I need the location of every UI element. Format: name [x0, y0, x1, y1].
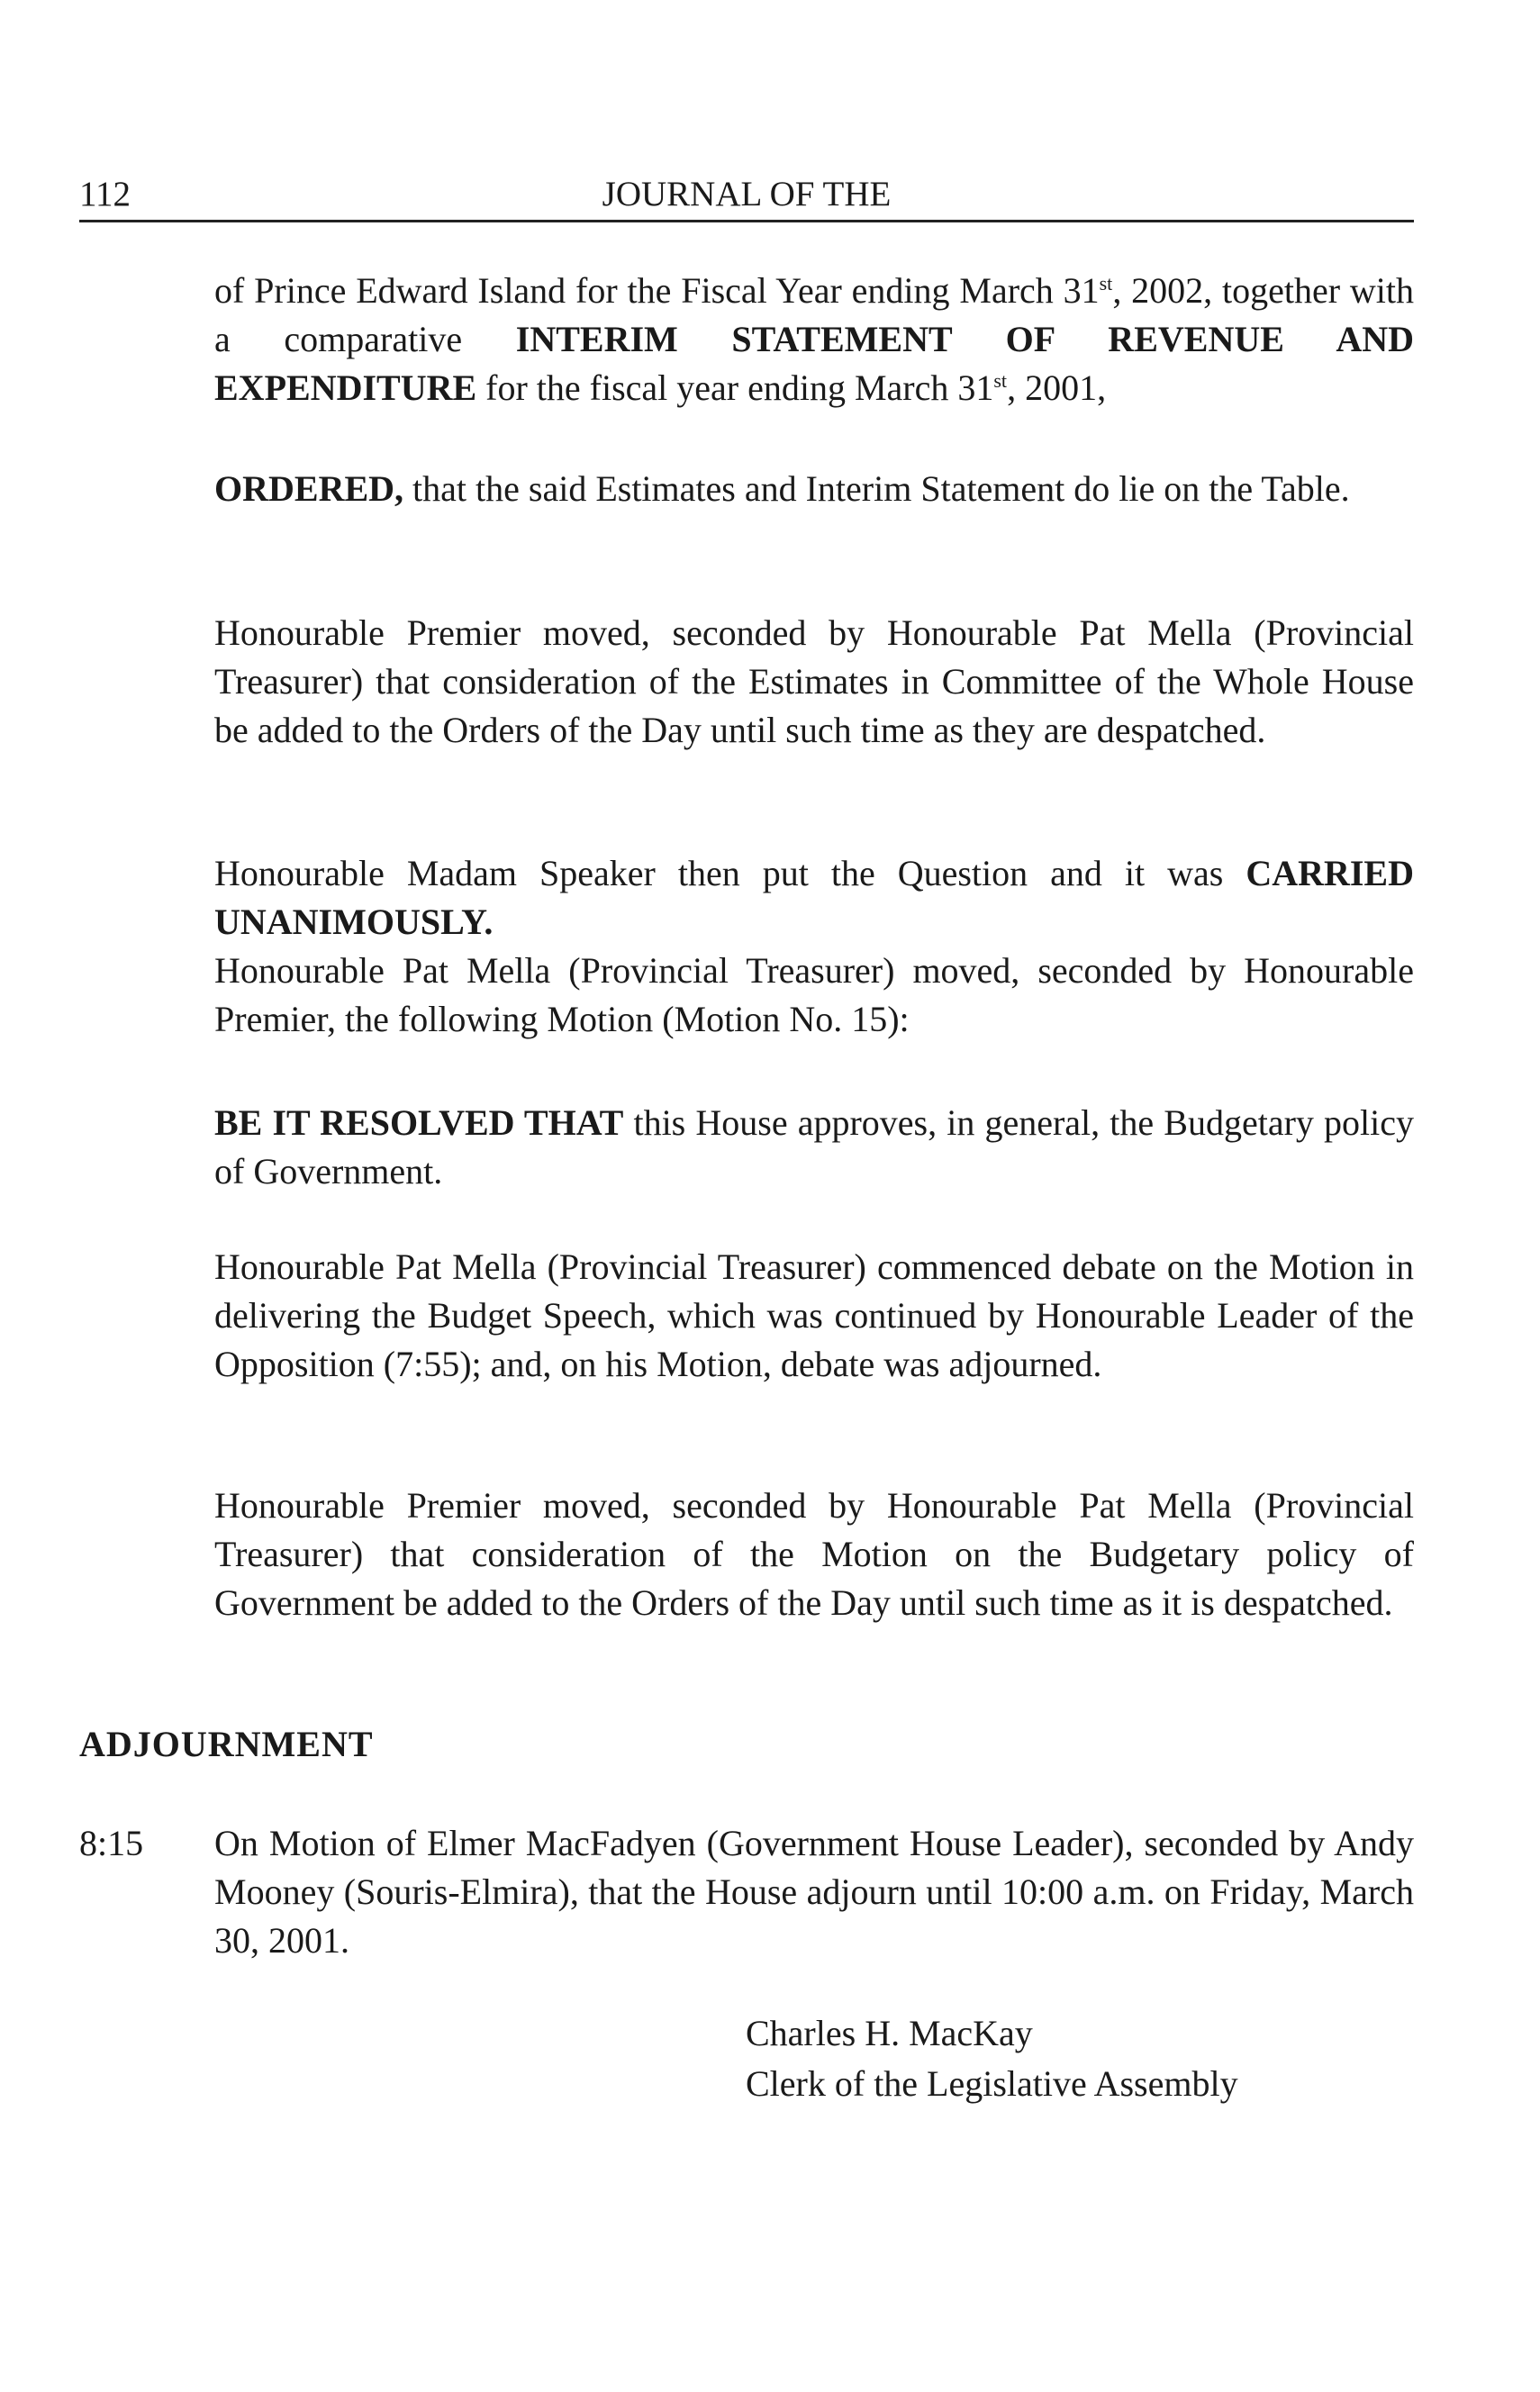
paragraph-text: , 2001,: [1007, 367, 1107, 408]
paragraph-text: for the fiscal year ending March 31: [476, 367, 994, 408]
paragraph-carried: [214, 849, 1414, 947]
ordinal-suffix: st: [1099, 272, 1113, 294]
paragraph-text: On Motion of Elmer MacFadyen (Government House Leader), seconded by Andy Mooney (Souris-Elmira), that the House adjourn until 10:00 a.m. on Friday, March 30, 2001.: [214, 1823, 1414, 1961]
ordinal-suffix: st: [993, 369, 1008, 392]
paragraph-text: Honourable Pat Mella (Provincial Treasurer) commenced debate on the Motion in delivering the Budget Speech, which was continued by Honourable Leader of the Opposition (7:55); and, on his Motion, debate was adjourned.: [214, 1246, 1414, 1384]
paragraph-adjournment: [214, 1819, 1414, 1965]
paragraph-text: this House approves, in general, the Budgetary policy of Government.: [214, 1102, 1415, 1191]
paragraph-ordered: [214, 465, 1414, 513]
bold-title: INTERIM STATEMENT OF REVENUE AND EXPENDITURE: [214, 319, 1414, 408]
paragraph-mella-motion: [214, 947, 1414, 1044]
running-head: JOURNAL OF THE: [602, 175, 892, 213]
paragraph-premier-motion: [214, 609, 1414, 755]
paragraph-text: of Prince Edward Island for the Fiscal Year ending March 31: [214, 270, 1100, 311]
page-header: [79, 169, 1414, 222]
signature-name: Charles H. MacKay: [746, 2013, 1033, 2053]
paragraph-resolved: [214, 1099, 1414, 1196]
paragraph-budget-speech: [214, 1243, 1414, 1389]
paragraph-estimates: [214, 267, 1414, 412]
paragraph-text: , 2002, together with a comparative: [214, 270, 1415, 359]
paragraph-text: Honourable Premier moved, seconded by Honourable Pat Mella (Provincial Treasurer) that consideration of the Motion on the Budgetary policy of Government be added to the Orders of the Day until such time as it is despatched.: [214, 1485, 1414, 1623]
bold-keyword: ORDERED,: [214, 468, 404, 509]
paragraph-budgetary-policy: [214, 1481, 1414, 1627]
signature-title: Clerk of the Legislative Assembly: [746, 2063, 1238, 2104]
bold-keyword: BE IT RESOLVED THAT: [214, 1102, 624, 1143]
section-heading-adjournment: ADJOURNMENT: [79, 1724, 374, 1764]
bold-keyword: CARRIED UNANIMOUSLY.: [214, 853, 1414, 942]
page-number: 112: [79, 175, 131, 213]
paragraph-text: Honourable Pat Mella (Provincial Treasurer) moved, seconded by Honourable Premier, the following Motion (Motion No. 15):: [214, 950, 1414, 1039]
paragraph-text: that the said Estimates and Interim Statement do lie on the Table.: [403, 468, 1350, 509]
adjournment-time: 8:15: [79, 1823, 144, 1863]
signature-block: [746, 2008, 1238, 2109]
paragraph-text: Honourable Premier moved, seconded by Honourable Pat Mella (Provincial Treasurer) that consideration of the Estimates in Committee of the Whole House be added to the Orders of the Day until such time as they are despatched.: [214, 612, 1414, 750]
paragraph-text: Honourable Madam Speaker then put the Question and it was: [214, 853, 1246, 893]
